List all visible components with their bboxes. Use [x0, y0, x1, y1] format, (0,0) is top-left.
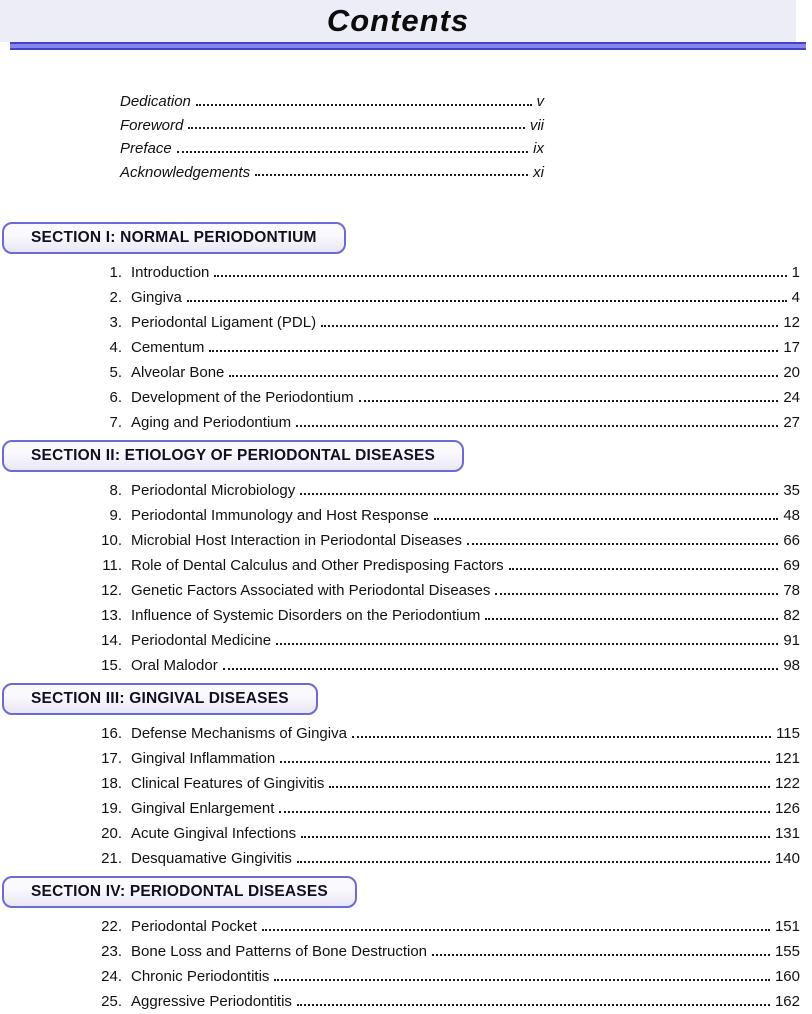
page-number: vii: [529, 116, 544, 134]
chapter-title: Chronic Periodontitis: [131, 968, 270, 985]
chapter-list: [100, 914, 800, 1014]
dot-leader: [485, 599, 778, 620]
chapter-title: Gingiva: [131, 289, 182, 306]
chapter-number: 12.: [101, 582, 122, 599]
page-number: 1: [791, 264, 800, 281]
toc-section: [0, 876, 812, 1014]
page-number: 27: [783, 414, 800, 431]
chapter-title: Periodontal Immunology and Host Response: [131, 507, 429, 524]
dot-leader: [495, 574, 778, 595]
chapter-number: 15.: [101, 657, 122, 674]
chapter-number: 25.: [101, 993, 122, 1010]
page-number: ix: [533, 140, 544, 157]
section-heading-row: [0, 222, 812, 254]
chapter-title: Desquamative Gingivitis: [131, 850, 292, 867]
section-heading: SECTION IV: PERIODONTAL DISEASES: [2, 876, 357, 908]
dot-leader: [301, 817, 770, 838]
header-rule: [10, 42, 806, 50]
page-number: v: [536, 93, 544, 110]
page-number: 126: [774, 800, 800, 817]
page-number: 35: [783, 482, 800, 499]
page-number: 48: [783, 507, 800, 524]
page-number: 66: [783, 532, 800, 549]
chapter-number: 3.: [109, 314, 122, 331]
chapter-list: [100, 721, 800, 871]
front-matter-label: Foreword: [120, 116, 184, 134]
page-number: 140: [774, 850, 800, 867]
chapter-list: [100, 478, 800, 678]
chapter-number: 2.: [109, 289, 122, 306]
toc-section: [0, 222, 812, 435]
chapter-number: 20.: [101, 825, 122, 842]
front-matter-entry: [120, 161, 544, 185]
dot-leader: [187, 281, 787, 302]
dot-leader: [297, 842, 770, 863]
page-number: 78: [783, 582, 800, 599]
dot-leader: [274, 960, 770, 981]
chapter-title: Introduction: [131, 264, 210, 281]
chapter-title: Clinical Features of Gingivitis: [131, 775, 325, 792]
chapter-title: Gingival Inflammation: [131, 750, 276, 767]
chapter-title: Bone Loss and Patterns of Bone Destruction: [131, 943, 428, 960]
dot-leader: [300, 474, 778, 495]
dot-leader: [359, 381, 779, 402]
chapter-title: Defense Mechanisms of Gingiva: [131, 725, 347, 742]
page-number: 98: [783, 657, 800, 674]
chapter-number: 13.: [101, 607, 122, 624]
chapter-title: Gingival Enlargement: [131, 800, 275, 817]
chapter-number: 23.: [101, 943, 122, 960]
page-number: 4: [791, 289, 800, 306]
page-number: 17: [783, 339, 800, 356]
sections-container: [0, 222, 812, 1014]
page-number: 12: [783, 314, 800, 331]
page-number: 121: [774, 750, 800, 767]
dot-leader: [262, 910, 770, 931]
section-heading-row: [0, 876, 812, 908]
section-heading: SECTION I: NORMAL PERIODONTIUM: [2, 222, 346, 254]
chapter-number: 16.: [101, 725, 122, 742]
chapter-title: Periodontal Medicine: [131, 632, 272, 649]
chapter-number: 6.: [109, 389, 122, 406]
page-number: 131: [774, 825, 800, 842]
section-heading-row: [0, 683, 812, 715]
chapter-number: 17.: [101, 750, 122, 767]
chapter-list: [100, 260, 800, 435]
chapter-title: Microbial Host Interaction in Periodontal Diseases: [131, 532, 462, 549]
dot-leader: [196, 86, 532, 106]
dot-leader: [188, 110, 524, 130]
chapter-number: 19.: [101, 800, 122, 817]
dot-leader: [321, 306, 778, 327]
chapter-number: 4.: [109, 339, 122, 356]
chapter-title: Influence of Systemic Disorders on the Periodontium: [131, 607, 481, 624]
toc-entry: [100, 410, 800, 435]
chapter-title: Acute Gingival Infections: [131, 825, 297, 842]
chapter-title: Alveolar Bone: [131, 364, 225, 381]
dot-leader: [432, 935, 770, 956]
page-title: Contents: [326, 3, 470, 38]
toc-section: [0, 683, 812, 871]
page-number: 162: [774, 993, 800, 1010]
dot-leader: [214, 256, 786, 277]
section-heading: SECTION III: GINGIVAL DISEASES: [2, 683, 318, 715]
page-header: [0, 0, 796, 42]
page-number: 155: [774, 943, 800, 960]
page-number: xi: [533, 163, 544, 181]
front-matter-list: [120, 90, 544, 184]
chapter-title: Role of Dental Calculus and Other Predisposing Factors: [131, 557, 504, 574]
dot-leader: [255, 157, 528, 177]
chapter-number: 7.: [109, 414, 122, 431]
page-number: 20: [783, 364, 800, 381]
chapter-title: Periodontal Microbiology: [131, 482, 296, 499]
dot-leader: [229, 356, 778, 377]
toc-section: [0, 440, 812, 678]
chapter-number: 8.: [109, 482, 122, 499]
dot-leader: [276, 624, 778, 645]
chapter-title: Oral Malodor: [131, 657, 218, 674]
chapter-title: Cementum: [131, 339, 205, 356]
dot-leader: [352, 717, 771, 738]
chapter-title: Periodontal Ligament (PDL): [131, 314, 317, 331]
dot-leader: [177, 133, 528, 153]
page-number: 82: [783, 607, 800, 624]
toc-entry: [100, 653, 800, 678]
chapter-number: 10.: [101, 532, 122, 549]
chapter-title: Genetic Factors Associated with Periodontal Diseases: [131, 582, 491, 599]
chapter-number: 9.: [109, 507, 122, 524]
dot-leader: [467, 524, 778, 545]
dot-leader: [329, 767, 770, 788]
chapter-number: 22.: [101, 918, 122, 935]
chapter-number: 14.: [101, 632, 122, 649]
toc-entry: [100, 846, 800, 871]
front-matter-label: Preface: [120, 140, 172, 157]
page-number: 122: [774, 775, 800, 792]
page-number: 69: [783, 557, 800, 574]
dot-leader: [509, 549, 779, 570]
dot-leader: [223, 649, 779, 670]
chapter-number: 11.: [102, 557, 122, 574]
dot-leader: [209, 331, 778, 352]
chapter-number: 24.: [101, 968, 122, 985]
section-heading-row: [0, 440, 812, 472]
page-number: 24: [783, 389, 800, 406]
dot-leader: [297, 985, 770, 1006]
chapter-number: 18.: [101, 775, 122, 792]
chapter-title: Aggressive Periodontitis: [131, 993, 292, 1010]
front-matter-label: Acknowledgements: [120, 163, 251, 181]
dot-leader: [279, 792, 770, 813]
chapter-number: 5.: [109, 364, 122, 381]
dot-leader: [434, 499, 779, 520]
dot-leader: [280, 742, 770, 763]
section-heading: SECTION II: ETIOLOGY OF PERIODONTAL DISEASES: [2, 440, 464, 472]
front-matter-label: Dedication: [120, 93, 191, 110]
page-number: 151: [774, 918, 800, 935]
chapter-number: 21.: [101, 850, 122, 867]
dot-leader: [296, 406, 778, 427]
page-number: 115: [776, 725, 800, 742]
chapter-number: 1.: [109, 264, 122, 281]
page-number: 160: [774, 968, 800, 985]
chapter-title: Aging and Periodontium: [131, 414, 292, 431]
chapter-title: Development of the Periodontium: [131, 389, 354, 406]
page-number: 91: [783, 632, 800, 649]
chapter-title: Periodontal Pocket: [131, 918, 257, 935]
